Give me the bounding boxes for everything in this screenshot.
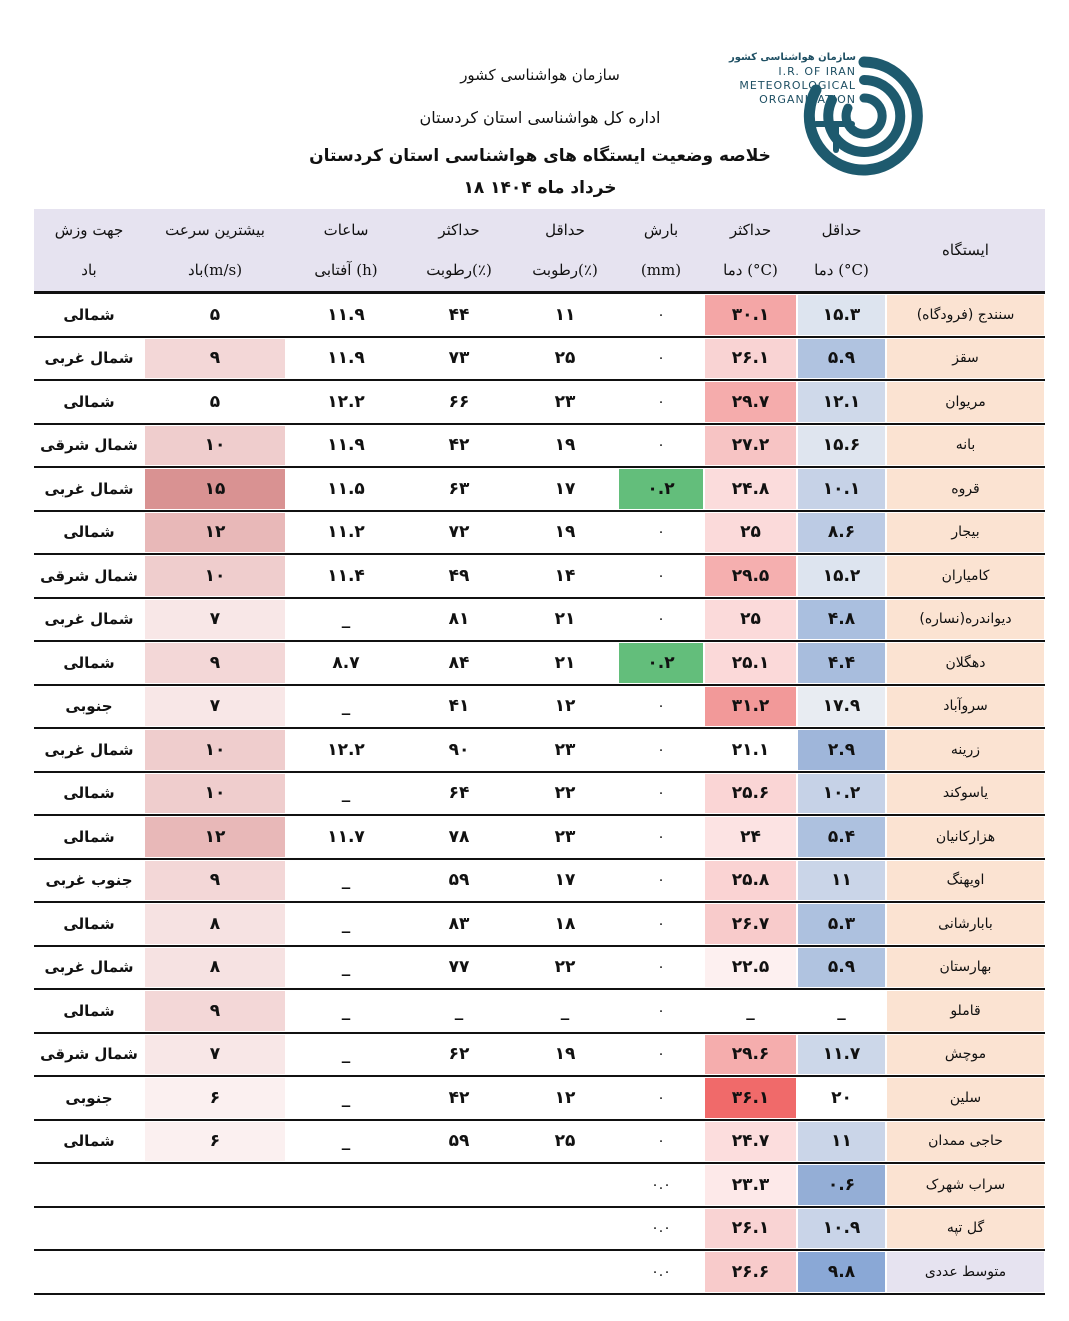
table-row	[34, 990, 1045, 1034]
cell-rh-min: ۲۲	[554, 783, 576, 804]
logo-english-line-3: ORGANIZATION	[759, 93, 856, 106]
cell-station: بیجار	[887, 513, 1044, 553]
header-label-line-1: ایستگاه	[942, 241, 989, 259]
cell-wind-dir: جنوبی	[65, 1088, 113, 1107]
cell-tmax: ۳۰.۱	[705, 295, 796, 335]
cell-wind-dir: شمالی	[63, 523, 115, 542]
cell-tmin: ۱۵.۲	[798, 556, 885, 596]
cell-rh-min: _	[560, 1000, 570, 1021]
cell-wind-dir: شمال غربی	[44, 958, 134, 977]
header-label-line-2: دما (°C)	[814, 261, 869, 279]
cell-rh-max: ۹۰	[448, 739, 470, 760]
table-row	[34, 947, 1045, 991]
cell-precip: ۰.۰	[619, 1252, 703, 1292]
cell-rh-min: ۲۳	[554, 826, 576, 847]
header-tmin	[797, 209, 886, 291]
table-row	[34, 903, 1045, 947]
report-date: ۱۸ خرداد ماه ۱۴۰۴	[463, 178, 617, 198]
table-header-row	[34, 209, 1045, 294]
cell-rh-max: ۸۳	[448, 913, 470, 934]
cell-wind-dir: شمالی	[63, 827, 115, 846]
cell-rh-min: ۲۲	[554, 957, 576, 978]
cell-sunshine: _	[341, 1087, 351, 1108]
cell-sunshine: ۱۱.۵	[327, 478, 365, 499]
cell-sunshine: ۱۲.۲	[327, 739, 365, 760]
cell-tmax: ۲۹.۵	[705, 556, 796, 596]
cell-tmin: ۸.۶	[798, 513, 885, 553]
cell-wind-dir: جنوبی	[65, 697, 113, 716]
cell-wind-speed: ۸	[145, 948, 285, 988]
cell-station: قروه	[887, 469, 1044, 509]
cell-tmax: ۲۴.۷	[705, 1122, 796, 1162]
cell-tmin: ۵.۳	[798, 904, 885, 944]
header-label-line-2: دما (°C)	[723, 261, 778, 279]
cell-station: کامیاران	[887, 556, 1044, 596]
cell-tmin: ۹.۸	[798, 1252, 885, 1292]
cell-wind-dir: شمال شرقی	[40, 566, 138, 585]
meteorological-organization-logo	[706, 48, 936, 178]
cell-precip: ۰	[619, 1035, 703, 1075]
cell-precip: ۰	[619, 382, 703, 422]
cell-tmin: ۱۱	[798, 861, 885, 901]
cell-rh-max: _	[454, 1000, 464, 1021]
table-row	[34, 425, 1045, 469]
cell-rh-max	[407, 1165, 511, 1205]
cell-rh-min: ۲۵	[554, 348, 576, 369]
cell-wind-speed: ۱۵	[145, 469, 285, 509]
cell-precip: ۰.۰	[619, 1209, 703, 1249]
cell-tmax: ۲۳.۳	[705, 1165, 796, 1205]
cell-tmax: ۲۶.۱	[705, 339, 796, 379]
cell-rh-max: ۴۹	[448, 565, 470, 586]
cell-sunshine: ۱۱.۲	[327, 522, 365, 543]
table-row	[34, 729, 1045, 773]
cell-rh-min: ۱۲	[554, 696, 576, 717]
cell-station: سروآباد	[887, 687, 1044, 727]
cell-wind-speed: ۱۰	[145, 730, 285, 770]
cell-rh-min: ۱۷	[554, 870, 576, 891]
cell-tmax: ۲۲.۵	[705, 948, 796, 988]
cell-rh-min: ۲۱	[554, 609, 576, 630]
cell-wind-speed: ۱۲	[145, 817, 285, 857]
cell-sunshine	[287, 1252, 405, 1292]
cell-station: بهارستان	[887, 948, 1044, 988]
cell-rh-max: ۶۴	[448, 783, 470, 804]
cell-station: قاملو	[887, 991, 1044, 1031]
cell-tmax: ۲۴.۸	[705, 469, 796, 509]
cell-wind-speed: ۷	[145, 687, 285, 727]
cell-tmax: ۲۹.۷	[705, 382, 796, 422]
header-label-line-2: آفتابی (h)	[314, 261, 378, 279]
cell-station: متوسط عددی	[887, 1252, 1044, 1292]
table-body	[34, 294, 1045, 1295]
cell-station: دیواندره(نساره)	[887, 600, 1044, 640]
cell-sunshine: _	[341, 913, 351, 934]
logo-persian-text: سازمان هواشناسی کشور	[728, 52, 856, 63]
cell-sunshine: _	[341, 1044, 351, 1065]
cell-sunshine: _	[341, 870, 351, 891]
cell-precip: ۰	[619, 774, 703, 814]
header-label-line-1: حداکثر	[438, 221, 480, 239]
cell-precip: ۰	[619, 1122, 703, 1162]
cell-wind-speed: ۸	[145, 904, 285, 944]
header-label-line-1: حداقل	[821, 221, 862, 239]
header-sunshine	[286, 209, 406, 291]
cell-wind-speed	[145, 1209, 285, 1249]
cell-station: بابارشانی	[887, 904, 1044, 944]
cell-precip: ۰.۲	[619, 643, 703, 683]
cell-tmin: _	[798, 991, 885, 1031]
header-label-line-2: باد	[81, 261, 97, 279]
stations-table	[34, 209, 1045, 1295]
table-row	[34, 1034, 1045, 1078]
cell-station: سنندج (فرودگاه)	[887, 295, 1044, 335]
cell-wind-dir: شمالی	[63, 914, 115, 933]
header-wind-dir	[34, 209, 144, 291]
cell-sunshine: ۱۱.۷	[327, 826, 365, 847]
cell-wind-speed	[145, 1252, 285, 1292]
cell-rh-max: ۴۱	[448, 696, 470, 717]
cell-wind-dir	[35, 1209, 143, 1249]
cell-station: هزارکانیان	[887, 817, 1044, 857]
cell-tmin: ۴.۴	[798, 643, 885, 683]
cell-precip: ۰	[619, 600, 703, 640]
table-row	[34, 1251, 1045, 1295]
cell-tmin: ۵.۴	[798, 817, 885, 857]
cell-precip: ۰	[619, 426, 703, 466]
cell-precip: ۰	[619, 730, 703, 770]
cell-wind-speed: ۶	[145, 1122, 285, 1162]
cell-wind-speed: ۵	[145, 295, 285, 335]
cell-precip: ۰	[619, 295, 703, 335]
cell-tmax: ۲۵.۱	[705, 643, 796, 683]
table-row	[34, 555, 1045, 599]
logo-english-line-1: I.R. OF IRAN	[778, 65, 856, 78]
cell-station: سقز	[887, 339, 1044, 379]
cell-wind-dir	[35, 1165, 143, 1205]
cell-rh-min: ۲۳	[554, 739, 576, 760]
table-row	[34, 773, 1045, 817]
header-label-line-1: حداقل	[545, 221, 585, 239]
table-row	[34, 468, 1045, 512]
cell-rh-min: ۲۱	[554, 652, 576, 673]
cell-wind-dir: شمالی	[63, 784, 115, 803]
cell-sunshine	[287, 1209, 405, 1249]
cell-tmax: ۲۹.۶	[705, 1035, 796, 1075]
cell-tmax: ۲۷.۲	[705, 426, 796, 466]
cell-rh-max: ۸۴	[448, 652, 470, 673]
cell-precip: ۰.۰	[619, 1165, 703, 1205]
cell-wind-dir: شمالی	[63, 1132, 115, 1151]
cell-rh-max	[407, 1252, 511, 1292]
cell-rh-max: ۴۴	[448, 304, 470, 325]
header-precip	[618, 209, 704, 291]
cell-tmin: ۱۵.۳	[798, 295, 885, 335]
cell-rh-max: ۶۳	[448, 478, 470, 499]
cell-precip: ۰	[619, 687, 703, 727]
cell-wind-dir: شمالی	[63, 392, 115, 411]
cell-wind-speed: ۹	[145, 339, 285, 379]
cell-sunshine: _	[341, 1000, 351, 1021]
cell-precip: ۰	[619, 861, 703, 901]
cell-rh-min: ۱۴	[554, 565, 576, 586]
cell-wind-speed: ۹	[145, 643, 285, 683]
cell-wind-dir: شمال غربی	[44, 610, 134, 629]
cell-sunshine: ۸.۷	[332, 652, 360, 673]
header-label-line-2: رطوبت(٪)	[532, 261, 598, 279]
cell-station: موچش	[887, 1035, 1044, 1075]
cell-station: مریوان	[887, 382, 1044, 422]
cell-wind-speed: ۶	[145, 1078, 285, 1118]
table-row	[34, 381, 1045, 425]
table-row	[34, 599, 1045, 643]
cell-rh-max: ۵۹	[448, 1131, 470, 1152]
header-label-line-1: جهت وزش	[54, 221, 124, 239]
cell-sunshine: _	[341, 783, 351, 804]
cell-rh-min: ۲۳	[554, 391, 576, 412]
table-row	[34, 860, 1045, 904]
cell-tmin: ۵.۹	[798, 339, 885, 379]
cell-rh-min: ۱۱	[554, 304, 576, 325]
cell-tmin: ۱۱.۷	[798, 1035, 885, 1075]
cell-tmax: ۲۵	[705, 513, 796, 553]
header-rh-max	[406, 209, 512, 291]
table-row	[34, 1121, 1045, 1165]
cell-precip: ۰	[619, 339, 703, 379]
cell-sunshine: ۱۱.۹	[327, 304, 365, 325]
cell-tmin: ۱۱	[798, 1122, 885, 1162]
cell-wind-speed: ۱۲	[145, 513, 285, 553]
cell-tmin: ۱۲.۱	[798, 382, 885, 422]
cell-rh-min: ۱۷	[554, 478, 576, 499]
cell-rh-max: ۷۸	[448, 826, 470, 847]
cell-wind-dir: شمال شرقی	[40, 1045, 138, 1064]
logo-english-line-2: METEOROLOGICAL	[739, 79, 856, 92]
cell-rh-min	[513, 1209, 617, 1249]
header-label-line-1: بارش	[643, 221, 679, 239]
header-label-line-1: بیشترین سرعت	[165, 221, 265, 239]
cell-wind-speed: ۷	[145, 1035, 285, 1075]
cell-rh-max: ۵۹	[448, 870, 470, 891]
cell-tmin: ۵.۹	[798, 948, 885, 988]
cell-wind-dir: شمالی	[63, 305, 115, 324]
cell-wind-speed: ۱۰	[145, 426, 285, 466]
table-row	[34, 294, 1045, 338]
cell-tmax: ۳۱.۲	[705, 687, 796, 727]
header-wind-speed	[144, 209, 286, 291]
cell-rh-max: ۴۲	[448, 1087, 470, 1108]
cell-precip: ۰.۲	[619, 469, 703, 509]
cell-rh-min: ۱۸	[554, 913, 576, 934]
cell-station: حاجی ممدان	[887, 1122, 1044, 1162]
cell-sunshine: ۱۱.۴	[327, 565, 365, 586]
cell-tmin: ۰.۶	[798, 1165, 885, 1205]
cell-rh-max: ۷۳	[448, 348, 470, 369]
cell-precip: ۰	[619, 991, 703, 1031]
cell-rh-min: ۱۹	[554, 522, 576, 543]
table-row	[34, 686, 1045, 730]
cell-tmin: ۲۰	[798, 1078, 885, 1118]
header-rh-min	[512, 209, 618, 291]
cell-rh-max: ۶۲	[448, 1044, 470, 1065]
cell-sunshine: _	[341, 609, 351, 630]
cell-station: یاسوکند	[887, 774, 1044, 814]
table-row	[34, 816, 1045, 860]
cell-station: سراب شهرک	[887, 1165, 1044, 1205]
cell-tmax: ۲۱.۱	[705, 730, 796, 770]
cell-tmax: _	[705, 991, 796, 1031]
cell-tmax: ۲۵	[705, 600, 796, 640]
cell-station: زرینه	[887, 730, 1044, 770]
cell-wind-dir: شمال شرقی	[40, 436, 138, 455]
cell-tmax: ۲۵.۶	[705, 774, 796, 814]
cell-wind-speed: ۷	[145, 600, 285, 640]
cell-tmin: ۱۰.۹	[798, 1209, 885, 1249]
cell-sunshine	[287, 1165, 405, 1205]
cell-station: اویهنگ	[887, 861, 1044, 901]
cell-tmin: ۱۰.۲	[798, 774, 885, 814]
cell-wind-speed: ۵	[145, 382, 285, 422]
cell-tmin: ۴.۸	[798, 600, 885, 640]
cell-wind-dir: شمالی	[63, 1001, 115, 1020]
cell-tmax: ۲۶.۱	[705, 1209, 796, 1249]
cell-sunshine: _	[341, 696, 351, 717]
cell-wind-dir: شمال غربی	[44, 349, 134, 368]
cell-wind-speed: ۱۰	[145, 556, 285, 596]
header-station	[886, 209, 1045, 291]
cell-precip: ۰	[619, 817, 703, 857]
cell-wind-dir: شمال غربی	[44, 740, 134, 759]
cell-rh-max: ۸۱	[448, 609, 470, 630]
cell-rh-min: ۲۵	[554, 1131, 576, 1152]
header-tmax	[704, 209, 797, 291]
cell-sunshine: _	[341, 957, 351, 978]
cell-rh-max: ۷۲	[448, 522, 470, 543]
cell-rh-min: ۱۲	[554, 1087, 576, 1108]
cell-wind-dir: شمالی	[63, 653, 115, 672]
cell-wind-speed: ۹	[145, 861, 285, 901]
cell-rh-max: ۴۲	[448, 435, 470, 456]
cell-wind-dir: شمال غربی	[44, 479, 134, 498]
cell-sunshine: ۱۲.۲	[327, 391, 365, 412]
table-row	[34, 338, 1045, 382]
header-label-line-2: (mm)	[640, 261, 682, 279]
table-row	[34, 512, 1045, 556]
cell-precip: ۰	[619, 1078, 703, 1118]
header-label-line-1: حداکثر	[729, 221, 772, 239]
cell-precip: ۰	[619, 556, 703, 596]
cell-wind-dir: جنوب غربی	[45, 871, 133, 890]
cell-precip: ۰	[619, 904, 703, 944]
cell-wind-speed	[145, 1165, 285, 1205]
header-label-line-1: ساعات	[323, 221, 369, 239]
cell-rh-max	[407, 1209, 511, 1249]
logo-emblem-icon	[802, 54, 926, 178]
cell-wind-dir	[35, 1252, 143, 1292]
cell-rh-max: ۶۶	[448, 391, 470, 412]
department-name: اداره کل هواشناسی استان کردستان	[419, 108, 661, 127]
cell-station: گل تپه	[887, 1209, 1044, 1249]
cell-sunshine: ۱۱.۹	[327, 435, 365, 456]
report-title: خلاصه وضعیت ایستگاه های هواشناسی استان کردستان	[309, 146, 771, 166]
cell-wind-speed: ۹	[145, 991, 285, 1031]
cell-rh-min: ۱۹	[554, 1044, 576, 1065]
cell-precip: ۰	[619, 948, 703, 988]
cell-station: سلین	[887, 1078, 1044, 1118]
cell-wind-speed: ۱۰	[145, 774, 285, 814]
cell-tmin: ۱۰.۱	[798, 469, 885, 509]
cell-sunshine: _	[341, 1131, 351, 1152]
header-label-line-2: باد(m/s)	[187, 261, 243, 279]
cell-tmin: ۱۵.۶	[798, 426, 885, 466]
cell-sunshine: ۱۱.۹	[327, 348, 365, 369]
cell-tmax: ۲۶.۶	[705, 1252, 796, 1292]
cell-tmax: ۲۵.۸	[705, 861, 796, 901]
table-row	[34, 1164, 1045, 1208]
cell-precip: ۰	[619, 513, 703, 553]
cell-rh-min	[513, 1165, 617, 1205]
org-name: سازمان هواشناسی کشور	[460, 66, 620, 84]
header-label-line-2: رطوبت(٪)	[426, 261, 492, 279]
cell-tmax: ۲۶.۷	[705, 904, 796, 944]
cell-tmax: ۳۶.۱	[705, 1078, 796, 1118]
cell-tmin: ۱۷.۹	[798, 687, 885, 727]
table-row	[34, 642, 1045, 686]
cell-rh-max: ۷۷	[448, 957, 470, 978]
table-row	[34, 1208, 1045, 1252]
cell-tmax: ۲۴	[705, 817, 796, 857]
table-row	[34, 1077, 1045, 1121]
cell-station: بانه	[887, 426, 1044, 466]
cell-rh-min	[513, 1252, 617, 1292]
cell-rh-min: ۱۹	[554, 435, 576, 456]
cell-tmin: ۲.۹	[798, 730, 885, 770]
cell-station: دهگلان	[887, 643, 1044, 683]
